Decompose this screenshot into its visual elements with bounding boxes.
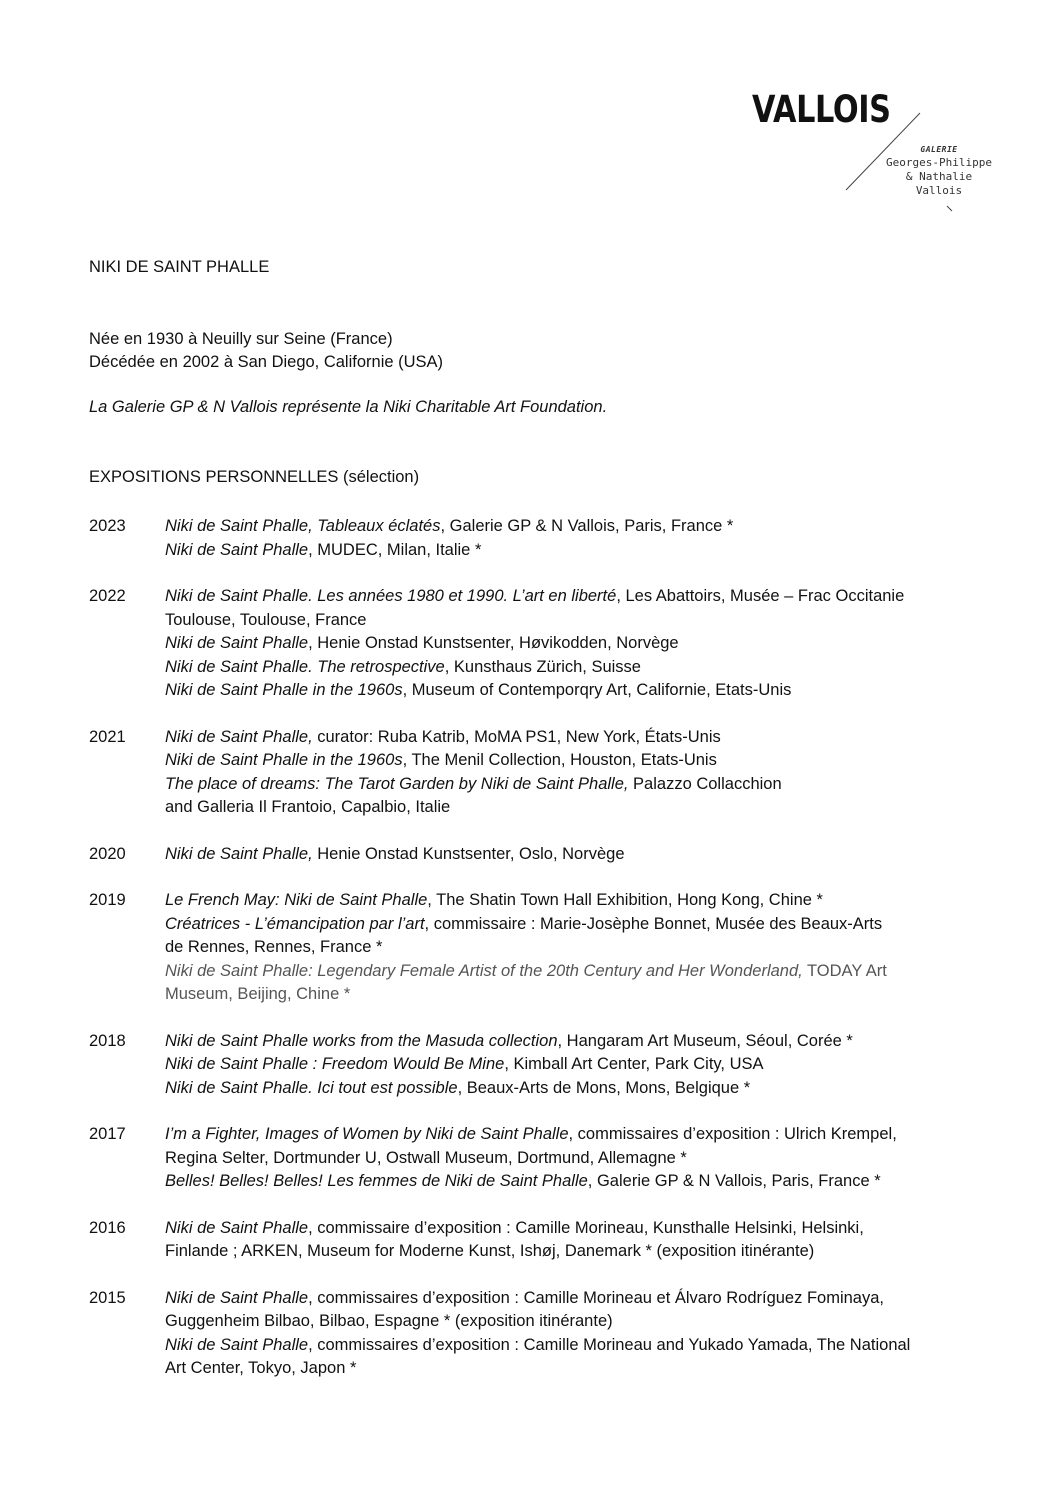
- logo-wordmark: VALLOIS: [752, 88, 891, 131]
- exhibition-details: , Galerie GP & N Vallois, Paris, France *: [587, 1172, 881, 1190]
- exhibition-details: Art Center, Tokyo, Japon *: [165, 1359, 357, 1377]
- exhibition-details: Guggenheim Bilbao, Bilbao, Espagne * (exposition itinérante): [165, 1312, 613, 1330]
- exhibition-line: [165, 1123, 1019, 1147]
- exhibition-details: , The Menil Collection, Houston, Etats-Unis: [402, 751, 717, 769]
- exhibition-year-group: [89, 515, 1019, 562]
- exhibition-line: [165, 960, 1019, 984]
- exhibition-line: [165, 515, 1019, 539]
- exhibition-entries: [165, 843, 1019, 867]
- exhibition-line: [165, 936, 1019, 960]
- exhibition-details: , Galerie GP & N Vallois, Paris, France *: [440, 517, 734, 535]
- exhibition-year: 2015: [89, 1288, 126, 1307]
- exhibition-line: [165, 1030, 1019, 1054]
- logo-line: Vallois: [915, 184, 963, 197]
- artist-bio: [89, 328, 443, 374]
- exhibition-line: [165, 539, 1019, 563]
- exhibition-entries: [165, 1217, 1019, 1264]
- exhibition-line: [165, 1240, 1019, 1264]
- exhibition-details: Museum, Beijing, Chine *: [165, 985, 351, 1003]
- exhibition-details: , commissaires d’exposition : Camille Morineau et Álvaro Rodríguez Fominaya,: [308, 1288, 884, 1307]
- exhibition-title: Créatrices - L’émancipation par l’art: [165, 914, 425, 933]
- exhibition-year: 2018: [89, 1031, 126, 1050]
- exhibition-year: 2022: [89, 587, 126, 605]
- representation-note: La Galerie GP & N Vallois représente la Niki Charitable Art Foundation.: [89, 398, 608, 416]
- exhibition-line: [165, 1053, 1019, 1077]
- exhibition-year-group: [89, 1217, 1019, 1264]
- exhibition-year-group: [89, 585, 1019, 703]
- exhibition-title: Niki de Saint Phalle. Ici tout est possible: [165, 1078, 458, 1097]
- exhibition-details: curator: Ruba Katrib, MoMA PS1, New York, États-Unis: [312, 727, 721, 746]
- exhibition-year-group: [89, 889, 1019, 1007]
- exhibition-entries: [165, 515, 1019, 562]
- exhibition-title: Niki de Saint Phalle : Freedom Would Be Mine: [165, 1055, 505, 1073]
- exhibition-title: I’m a Fighter, Images of Women by Niki de Saint Phalle: [165, 1125, 569, 1143]
- exhibition-title: Niki de Saint Phalle. Les années 1980 et 1990. L’art en liberté: [165, 587, 617, 605]
- exhibition-year-group: [89, 726, 1019, 820]
- exhibition-details: , Beaux-Arts de Mons, Mons, Belgique *: [457, 1078, 751, 1097]
- exhibition-line: [165, 679, 1019, 703]
- exhibition-details: , commissaire : Marie-Josèphe Bonnet, Musée des Beaux-Arts: [424, 914, 883, 933]
- exhibition-details: , Museum of Contemporqry Art, Californie, Etats-Unis: [402, 681, 792, 699]
- exhibition-details: , Kimball Art Center, Park City, USA: [504, 1055, 764, 1073]
- exhibition-line: [165, 1217, 1019, 1241]
- exhibition-details: and Galleria Il Frantoio, Capalbio, Italie: [165, 798, 451, 816]
- artist-name: NIKI DE SAINT PHALLE: [89, 258, 270, 276]
- exhibition-entries: [165, 1123, 1019, 1194]
- exhibition-line: [165, 609, 1019, 633]
- exhibition-title: Niki de Saint Phalle, Tableaux éclatés: [165, 517, 441, 535]
- exhibition-title: Niki de Saint Phalle: [165, 1335, 309, 1354]
- logo-subtitle: [864, 145, 1014, 198]
- exhibition-line: [165, 1357, 1019, 1381]
- exhibition-year: 2020: [89, 844, 126, 863]
- exhibition-title: Niki de Saint Phalle in the 1960s: [165, 751, 403, 769]
- exhibition-line: [165, 749, 1019, 773]
- exhibition-details: , The Shatin Town Hall Exhibition, Hong Kong, Chine *: [427, 891, 823, 909]
- exhibition-title: Belles! Belles! Belles! Les femmes de Niki de Saint Phalle: [165, 1172, 588, 1190]
- logo-line: Georges-Philippe: [886, 156, 992, 169]
- exhibition-title: Le French May: Niki de Saint Phalle: [165, 891, 428, 909]
- exhibition-details: de Rennes, Rennes, France *: [165, 938, 383, 956]
- exhibition-entries: [165, 889, 1019, 1007]
- exhibition-title: Niki de Saint Phalle,: [165, 844, 313, 863]
- exhibition-line: [165, 1334, 1019, 1358]
- exhibition-line: [165, 796, 1019, 820]
- exhibition-line: [165, 1077, 1019, 1101]
- exhibition-year: 2023: [89, 517, 126, 535]
- exhibition-title: Niki de Saint Phalle: [165, 1218, 309, 1237]
- exhibition-line: [165, 1147, 1019, 1171]
- exhibition-year-group: [89, 1123, 1019, 1194]
- exhibition-year: 2016: [89, 1218, 126, 1237]
- exhibition-line: [165, 773, 1019, 797]
- exhibition-details: , Hangaram Art Museum, Séoul, Corée *: [557, 1031, 853, 1050]
- exhibition-title: Niki de Saint Phalle: Legendary Female Artist of the 20th Century and Her Wonderland,: [165, 961, 803, 980]
- exhibition-line: [165, 983, 1019, 1007]
- birth-info: Née en 1930 à Neuilly sur Seine (France): [89, 330, 393, 348]
- exhibition-title: Niki de Saint Phalle: [165, 1288, 309, 1307]
- exhibition-details: Palazzo Collacchion: [628, 774, 782, 793]
- exhibition-title: The place of dreams: The Tarot Garden by Niki de Saint Phalle,: [165, 774, 629, 793]
- exhibition-title: Niki de Saint Phalle: [165, 634, 309, 652]
- logo-line: & Nathalie: [905, 170, 973, 183]
- exhibition-details: , commissaire d’exposition : Camille Morineau, Kunsthalle Helsinki, Helsinki,: [308, 1218, 864, 1237]
- exhibition-details: , Les Abattoirs, Musée – Frac Occitanie: [616, 587, 905, 605]
- exhibition-title: Niki de Saint Phalle,: [165, 727, 313, 746]
- exhibition-line: [165, 656, 1019, 680]
- exhibition-entries: [165, 1030, 1019, 1101]
- exhibition-line: [165, 1310, 1019, 1334]
- exhibition-details: Toulouse, Toulouse, France: [165, 610, 367, 629]
- exhibition-line: [165, 913, 1019, 937]
- exhibition-details: , commissaires d’exposition : Camille Morineau and Yukado Yamada, The National: [308, 1335, 911, 1354]
- death-info: Décédée en 2002 à San Diego, Californie (USA): [89, 353, 444, 371]
- exhibition-details: TODAY Art: [802, 961, 887, 980]
- exhibition-details: Regina Selter, Dortmunder U, Ostwall Museum, Dortmund, Allemagne *: [165, 1148, 687, 1167]
- logo-galerie-label: GALERIE: [920, 145, 958, 154]
- exhibition-line: [165, 585, 1019, 609]
- exhibition-line: [165, 726, 1019, 750]
- exhibition-details: Henie Onstad Kunstsenter, Oslo, Norvège: [312, 844, 625, 863]
- exhibition-year-group: [89, 1287, 1019, 1381]
- exhibition-line: [165, 843, 1019, 867]
- exhibition-title: Niki de Saint Phalle works from the Masuda collection: [165, 1031, 558, 1050]
- exhibition-title: Niki de Saint Phalle. The retrospective: [165, 657, 445, 676]
- gallery-logo: [752, 88, 1022, 218]
- exhibition-details: , commissaires d’exposition : Ulrich Krempel,: [568, 1125, 897, 1143]
- exhibitions-list: [89, 515, 1019, 1404]
- section-title: EXPOSITIONS PERSONNELLES (sélection): [89, 468, 420, 486]
- exhibition-year-group: [89, 1030, 1019, 1101]
- exhibition-line: [165, 889, 1019, 913]
- exhibition-year: 2019: [89, 891, 126, 909]
- exhibition-year: 2017: [89, 1125, 126, 1143]
- exhibition-details: , Henie Onstad Kunstsenter, Høvikodden, Norvège: [308, 634, 679, 652]
- exhibition-line: [165, 1170, 1019, 1194]
- exhibition-year: 2021: [89, 727, 126, 746]
- exhibition-year-group: [89, 843, 1019, 867]
- exhibition-entries: [165, 1287, 1019, 1381]
- exhibition-title: Niki de Saint Phalle in the 1960s: [165, 681, 403, 699]
- exhibition-entries: [165, 585, 1019, 703]
- exhibition-details: , Kunsthaus Zürich, Suisse: [444, 657, 641, 676]
- exhibition-details: , MUDEC, Milan, Italie *: [308, 540, 482, 559]
- exhibition-title: Niki de Saint Phalle: [165, 540, 309, 559]
- exhibition-entries: [165, 726, 1019, 820]
- exhibition-line: [165, 1287, 1019, 1311]
- exhibition-line: [165, 632, 1019, 656]
- exhibition-details: Finlande ; ARKEN, Museum for Moderne Kunst, Ishøj, Danemark * (exposition itinérante): [165, 1242, 815, 1260]
